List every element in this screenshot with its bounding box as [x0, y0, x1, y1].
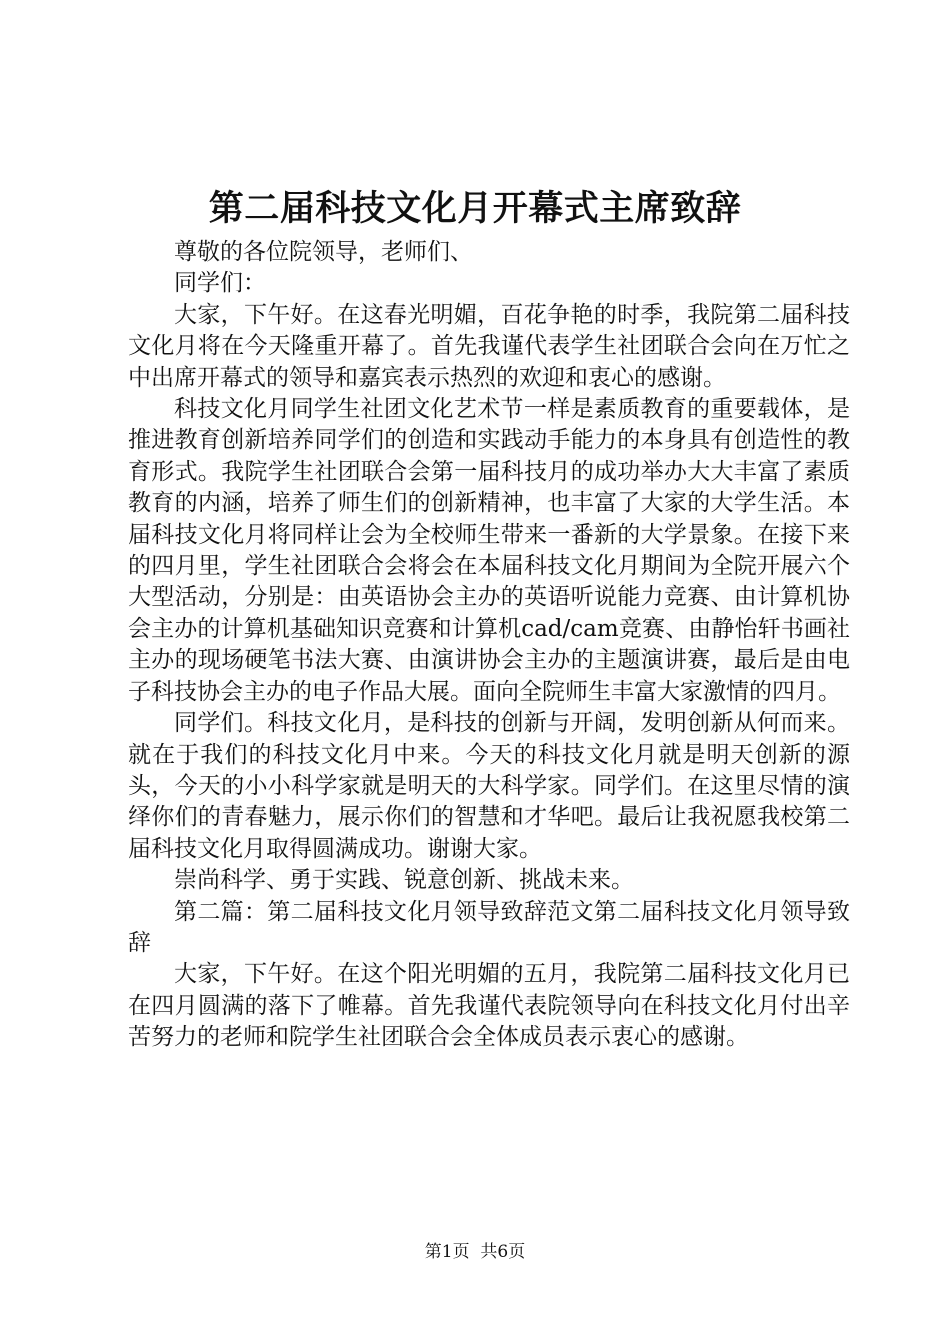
paragraph-second-article-body: 大家，下午好。在这个阳光明媚的五月，我院第二届科技文化月已在四月圆满的落下了帷幕。首先我谨代表院领导向在科技文化月付出辛苦努力的老师和院学生社团联合会全体成员表示衷心的感谢。 [128, 961, 850, 1051]
paragraph-slogan: 崇尚科学、勇于实践、锐意创新、挑战未来。 [174, 867, 634, 894]
salutation-line-2: 同学们： [174, 270, 266, 297]
paragraph-closing: 同学们。科技文化月，是科技的创新与开阔，发明创新从何而来。就在于我们的科技文化月中来。今天的科技文化月就是明天创新的源头，今天的小小科学家就是明天的大科学家。同学们。在这里尽情的演绎你们的青春魅力，展示你们的智慧和才华吧。最后让我祝愿我校第二届科技文化月取得圆满成功。谢谢大家。 [128, 710, 850, 862]
paragraph-second-article-heading: 第二篇：第二届科技文化月领导致辞范文第二届科技文化月领导致辞 [128, 898, 850, 956]
page-total: 共6页 [480, 1242, 526, 1262]
paragraph-activities: 科技文化月同学生社团文化艺术节一样是素质教育的重要载体，是推进教育创新培养同学们的创造和实践动手能力的本身具有创造性的教育形式。我院学生社团联合会第一届科技月的成功举办大大丰富了素质教育的内涵，培养了师生们的创新精神，也丰富了大家的大学生活。本届科技文化月将同样让会为全校师生带来一番新的大学景象。在接下来的四月里，学生社团联合会将会在本届科技文化月期间为全院开展六个大型活动，分别是：由英语协会主办的英语听说能力竞赛、由计算机协会主办的计算机基础知识竞赛和计算机cad/cam竞赛、由静怡轩书画社主办的现场硬笔书法大赛、由演讲协会主办的主题演讲赛，最后是由电子科技协会主办的电子作品大展。面向全院师生丰富大家激情的四月。 [128, 396, 850, 705]
salutation-line-1: 尊敬的各位院领导，老师们、 [174, 239, 473, 265]
document-title: 第二届科技文化月开幕式主席致辞 [208, 189, 742, 229]
page-number: 第1页 [424, 1242, 470, 1262]
paragraph-welcome: 大家，下午好。在这春光明媚，百花争艳的时季，我院第二届科技文化月将在今天隆重开幕了。首先我谨代表学生社团联合会向在万忙之中出席开幕式的领导和嘉宾表示热烈的欢迎和衷心的感谢。 [128, 301, 850, 391]
page-footer [0, 1241, 950, 1263]
document-body [128, 237, 850, 1054]
